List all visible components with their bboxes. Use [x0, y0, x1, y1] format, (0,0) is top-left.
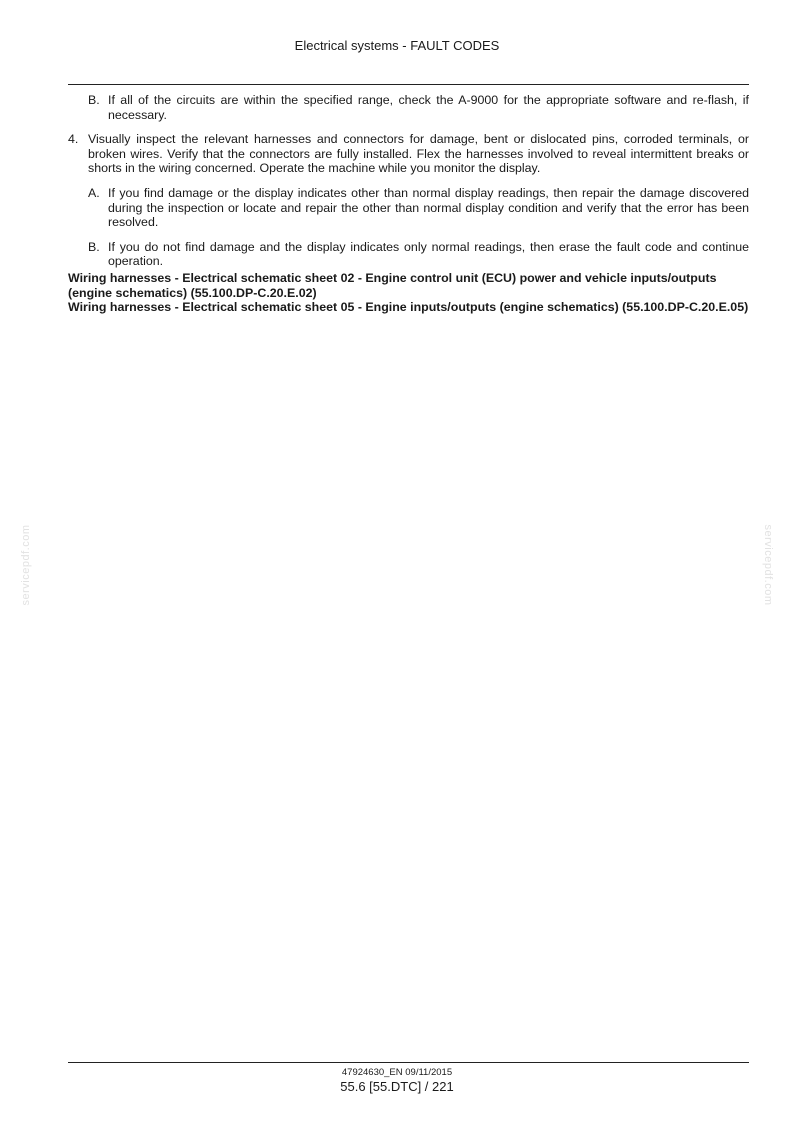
- item-marker: 4.: [68, 132, 79, 147]
- item-marker: B.: [88, 239, 100, 254]
- document-body: [68, 93, 749, 315]
- item-text: Visually inspect the relevant harnesses and connectors for damage, bent or dislocated pins, corroded terminals, or broken wires. Verify that the connectors are fully installed. Flex the harnesses involved to reveal intermittent breaks or shorts in the wiring concerned. Operate the machine while you monitor the display.: [88, 132, 749, 176]
- list-item: [88, 93, 749, 122]
- footer-page-number: 55.6 [55.DTC] / 221: [340, 1079, 454, 1094]
- watermark: servicepdf.com: [762, 524, 774, 606]
- item-text: If you do not find damage and the display indicates only normal readings, then erase the fault code and continue operation.: [108, 239, 749, 269]
- footer-rule: [68, 1062, 749, 1063]
- item-text: If all of the circuits are within the specified range, check the A-9000 for the appropriate software and re-flash, if necessary.: [108, 93, 749, 122]
- list-item: [68, 132, 749, 176]
- list-item: [88, 240, 749, 269]
- footer-document-id: 47924630_EN 09/11/2015: [341, 1067, 453, 1078]
- watermark: servicepdf.com: [20, 524, 32, 606]
- reference-links: [68, 271, 749, 315]
- list-item: [88, 186, 749, 230]
- item-marker: B.: [88, 93, 100, 107]
- reference-link[interactable]: Wiring harnesses - Electrical schematic sheet 02 - Engine control unit (ECU) power and vehicle inputs/outputs (engine schematics) (55.100.DP-C.20.E.02): [68, 270, 717, 300]
- item-marker: A.: [88, 185, 100, 200]
- item-text: If you find damage or the display indicates other than normal display readings, then repair the damage discovered during the inspection or locate and repair the other than normal display condition and verify that the error has been resolved.: [108, 185, 749, 230]
- page-header: Electrical systems - FAULT CODES: [294, 38, 500, 53]
- reference-link[interactable]: Wiring harnesses - Electrical schematic sheet 05 - Engine inputs/outputs (engine schematics) (55.100.DP-C.20.E.05): [68, 300, 749, 315]
- header-rule: [68, 84, 749, 85]
